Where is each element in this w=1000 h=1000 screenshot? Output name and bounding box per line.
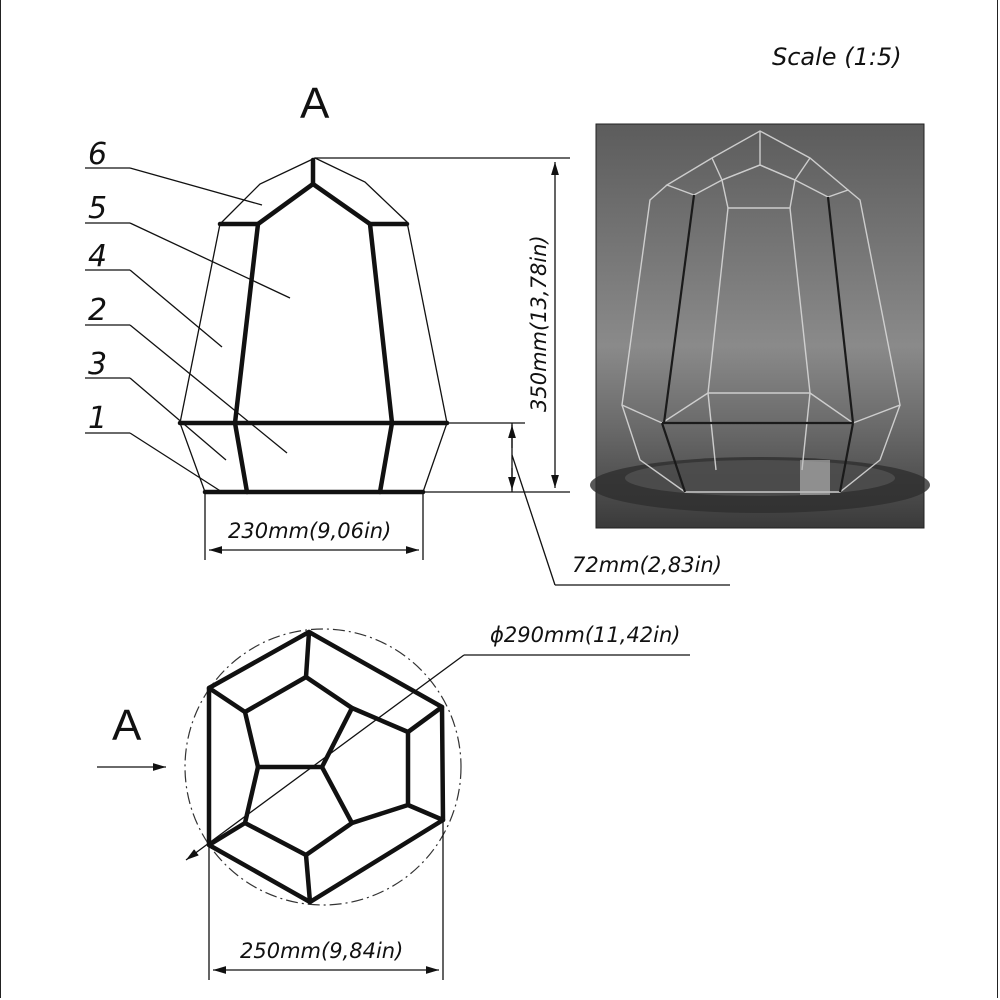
front-left-upper-edge <box>235 224 258 423</box>
plan-bottom-facet <box>245 767 352 855</box>
height-dim-label: 350mm(13,78in) <box>527 235 551 412</box>
side-outline <box>180 158 447 492</box>
top-left-edge <box>258 184 313 224</box>
base-width-dimension <box>205 494 423 560</box>
callout-4: 4 <box>88 239 108 274</box>
callout-1: 1 <box>88 401 108 436</box>
height-dimension <box>315 158 570 492</box>
scale-label: Scale (1:5) <box>772 43 902 71</box>
top-width-dimension <box>209 822 443 980</box>
product-render-image <box>590 124 930 528</box>
plan-spoke-upper-right <box>408 707 442 732</box>
base-height-dim-label: 72mm(2,83in) <box>572 553 722 577</box>
plan-spoke-upper-left <box>209 688 245 712</box>
side-view <box>180 158 447 492</box>
callout-3: 3 <box>88 347 108 382</box>
view-label-bottom: A <box>112 701 142 750</box>
plan-spoke-top <box>306 632 309 677</box>
plan-view <box>185 629 461 905</box>
view-label-top: A <box>300 79 330 128</box>
callout-6: 6 <box>88 137 108 172</box>
top-right-edge <box>313 184 370 224</box>
callout-2: 2 <box>88 293 108 328</box>
top-width-dim-label: 250mm(9,84in) <box>240 939 404 963</box>
plan-right-facet <box>352 708 408 823</box>
front-right-lower-edge <box>380 423 392 492</box>
plan-spoke-bottom <box>306 855 310 902</box>
callout-5: 5 <box>88 191 108 226</box>
plan-spoke-lower-left <box>209 823 245 845</box>
diameter-dim-label: ϕ290mm(11,42in) <box>490 623 681 647</box>
view-direction <box>97 701 166 767</box>
front-left-lower-edge <box>235 423 247 492</box>
plan-spoke-lower-right <box>408 805 443 820</box>
callout-numbers <box>88 137 107 436</box>
plan-top-facet <box>245 677 352 767</box>
front-right-upper-edge <box>370 224 392 423</box>
base-width-dim-label: 230mm(9,06in) <box>228 519 392 543</box>
